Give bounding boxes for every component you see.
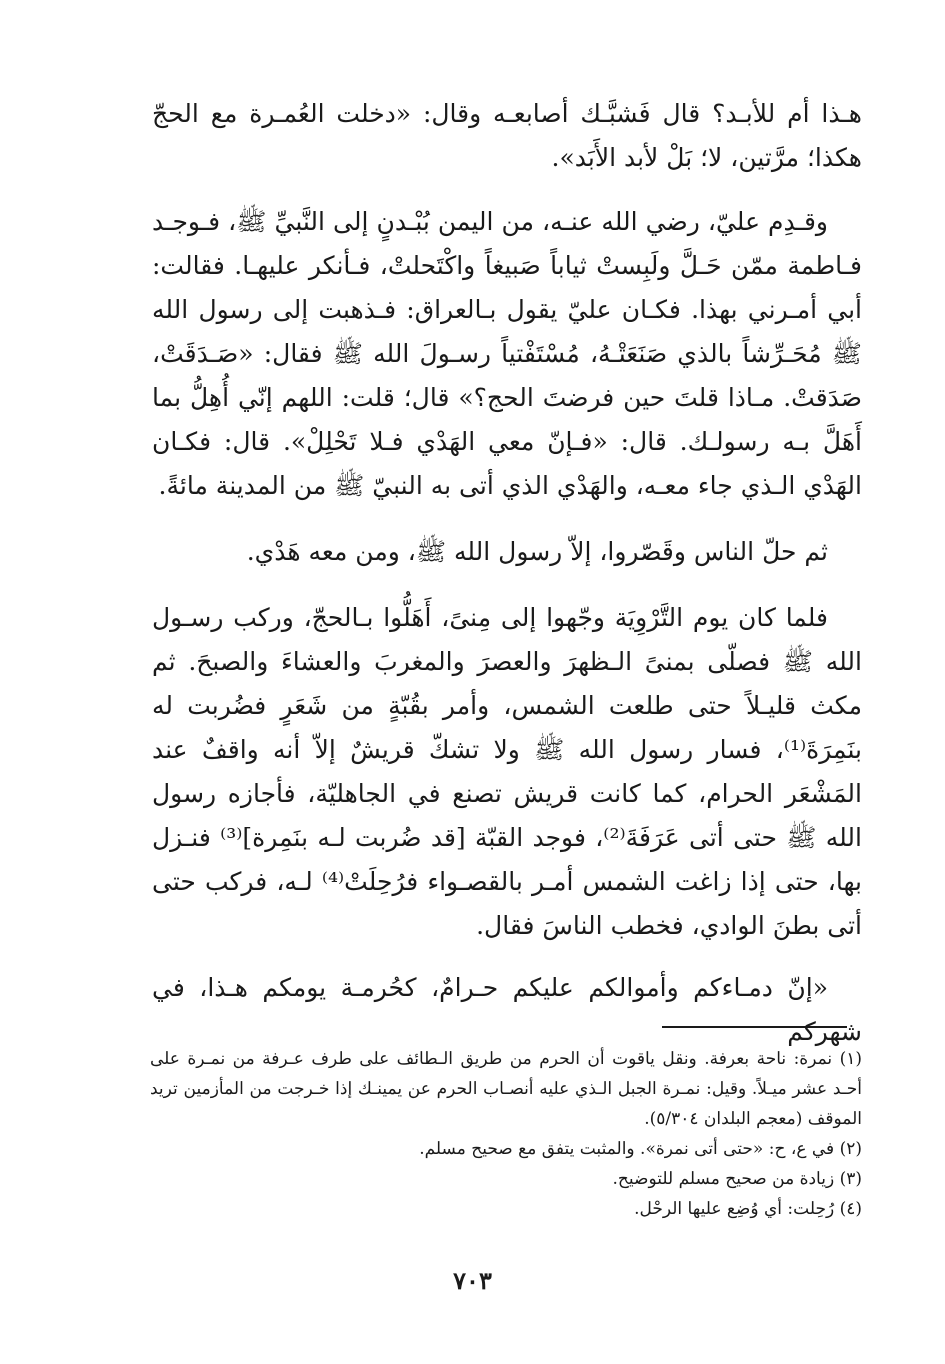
paragraph-2: وقـدِم عليّ، رضي الله عنـه، من اليمن بُبْـدنٍ إلى النَّبيِّ ﷺ، فـوجـد فـاطمة ممّن حَـلَّ ولَبِستْ ثياباً صَبيغاً واكْتَحلتْ، فـأنكر عليهـا. فقالت: أبي أمـرني بهذا. فكـان عليّ يقول بـالعراق: فـذهبت إلى رسول الله ﷺ مُحَـرِّشاً بالذي صَنَعَتْـهُ، مُسْتَفْتياً رسـولَ الله ﷺ فقال: «صَـدَقَتْ، صَدَقتْ. مـاذا قلتَ حين فرضتَ الحج؟» قال؛ قلت: اللهم إنّي أُهِلُّ بما أَهَلَّ بـه رسولـك. قال: «فـإنّ معي الهَدْي فـلا تَحْلِلْ». قال: فكـان الهَدْي الـذي جاء معـه، والهَدْي الذي أتى به النبيّ ﷺ من المدينة مائةً. [152,207,862,500]
footnote-2: (٢) في ع، ح: «حتى أتى نمرة». والمثبت يتفق مع صحيح مسلم. [419,1139,862,1159]
footnote-4: (٤) رُحِلت: أي وُضِع عليها الرحْل. [634,1199,862,1219]
paragraph-4: فلما كان يوم التَّرْوِيَة وجّهوا إلى مِنىً، أَهَلُّوا بـالحجّ، وركب رسـول الله ﷺ فصلّى بمنىً الـظهرَ والعصرَ والمغربَ والعشاءَ والصبحَ. ثم مكث قليـلاً حتى طلعت الشمس، وأمر بقُبّةٍ من شَعَرٍ فضُربت له بنَمِرَةَ⁽¹⁾، فسار رسول الله ﷺ ولا تشكّ قريشٌ إلاّ أنه واقفٌ عند المَشْعَر الحرام، كما كانت قريش تصنع في الجاهليّة، فأجازه رسول الله ﷺ حتى أتى عَرَفَةَ⁽²⁾، فوجد القبّة [قد ضُربت لـه بنَمِرة]⁽³⁾ فنـزل بها، حتى إذا زاغت الشمس أمـر بالقصـواء فرُحِلَتْ⁽⁴⁾ لـه، فركب حتى أتى بطنَ الوادي، فخطب الناسَ فقال. [152,603,862,940]
main-text [152,92,862,1054]
footnote-separator [662,1026,847,1028]
footnote-1: (١) نمرة: ناحة بعرفة. ونقل ياقوت أن الحرم من طريق الـطائف على طرف عـرفة من نمـرة على أحـد عشر ميـلاً. وقيل: نمـرة الجبل الـذي عليه أنصـاب الحرم عن يمينـك إذا خـرجت من المأزمين تريد الموقف (معجم البلدان ٥/٣٠٤). [150,1049,862,1129]
paragraph-1: هـذا أم للأبـد؟ قال فَشبَّـك أصابعـه وقال: «دخلت العُمـرة مع الحجّ هكذا؛ مرَّتين، لا؛ بَلْ لأبد الأَبَد». [152,99,862,172]
paragraph-3: ثم حلّ الناس وقَصّروا، إلاّ رسول الله ﷺ، ومن معه هَدْي. [246,537,828,566]
paragraph-5: «إنّ دمـاءكم وأموالكم عليكم حـرامٌ، كحُرمـة يومكم هـذا، في شهركم [152,973,862,1046]
page-number: ٧٠٣ [453,1266,492,1295]
footnotes [150,1044,862,1224]
footnote-3: (٣) زيادة من صحيح مسلم للتوضيح. [612,1169,862,1189]
